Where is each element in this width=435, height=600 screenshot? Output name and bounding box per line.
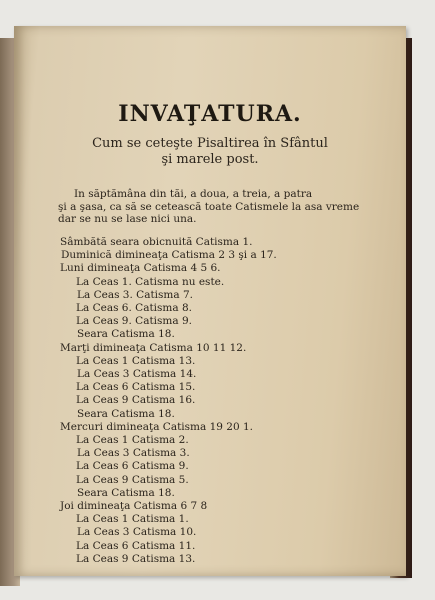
schedule-line: La Ceas 1 Catisma 2. — [76, 434, 189, 446]
book-page — [14, 26, 406, 576]
schedule-line: Sâmbătă seara obicnuită Catisma 1. — [60, 236, 253, 248]
schedule-line: Luni dimineaţa Catisma 4 5 6. — [60, 262, 221, 275]
subtitle-line-2: şi marele post. — [161, 152, 259, 167]
schedule-line: Marţi dimineaţa Catisma 10 11 12. — [60, 341, 247, 354]
schedule-line: Seara Catisma 18. — [77, 328, 175, 341]
schedule-line: La Ceas 9 Catisma 16. — [76, 394, 196, 407]
schedule-line: La Ceas 6 Catisma 15. — [76, 381, 196, 394]
schedule-line: Seara Catisma 18. — [77, 407, 175, 420]
intro-paragraph — [58, 188, 388, 226]
schedule-line: Duminică dimineaţa Catisma 2 3 şi a 17. — [61, 249, 277, 262]
schedule-line: La Ceas 3. Catisma 7. — [77, 288, 193, 301]
schedule-line: La Ceas 3 Catisma 3. — [77, 447, 190, 460]
intro-line: şi a şasa, ca să se cetească toate Catismele la asa vreme — [58, 200, 360, 213]
intro-line: In săptămâna din tăi, a doua, a treia, a patra — [74, 188, 313, 200]
schedule-line: La Ceas 1. Catisma nu este. — [76, 275, 225, 288]
schedule-line: La Ceas 6 Catisma 9. — [76, 460, 189, 473]
schedule-line: La Ceas 6 Catisma 11. — [76, 539, 196, 552]
schedule-line: La Ceas 9. Catisma 9. — [76, 315, 192, 328]
page-title: INVAŢATURA. — [118, 101, 302, 127]
schedule-line: La Ceas 3 Catisma 14. — [77, 368, 197, 380]
schedule-line: Joi dimineaţa Catisma 6 7 8 — [60, 500, 208, 512]
schedule-line: La Ceas 1 Catisma 13. — [76, 354, 196, 367]
schedule-line: Seara Catisma 18. — [77, 486, 175, 499]
schedule-line: La Ceas 6. Catisma 8. — [76, 302, 192, 314]
intro-line: dar se nu se lase nici una. — [58, 213, 197, 225]
schedule-line: Mercuri dimineaţa Catisma 19 20 1. — [60, 420, 254, 433]
schedule-line: La Ceas 3 Catisma 10. — [77, 526, 197, 539]
schedule-line: La Ceas 1 Catisma 1. — [76, 513, 189, 526]
page-content — [14, 26, 406, 576]
schedule-line: La Ceas 9 Catisma 13. — [76, 552, 196, 565]
schedule-line: La Ceas 9 Catisma 5. — [76, 473, 189, 486]
subtitle-line-1: Cum se ceteşte Pisaltirea în Sfântul — [92, 136, 328, 151]
